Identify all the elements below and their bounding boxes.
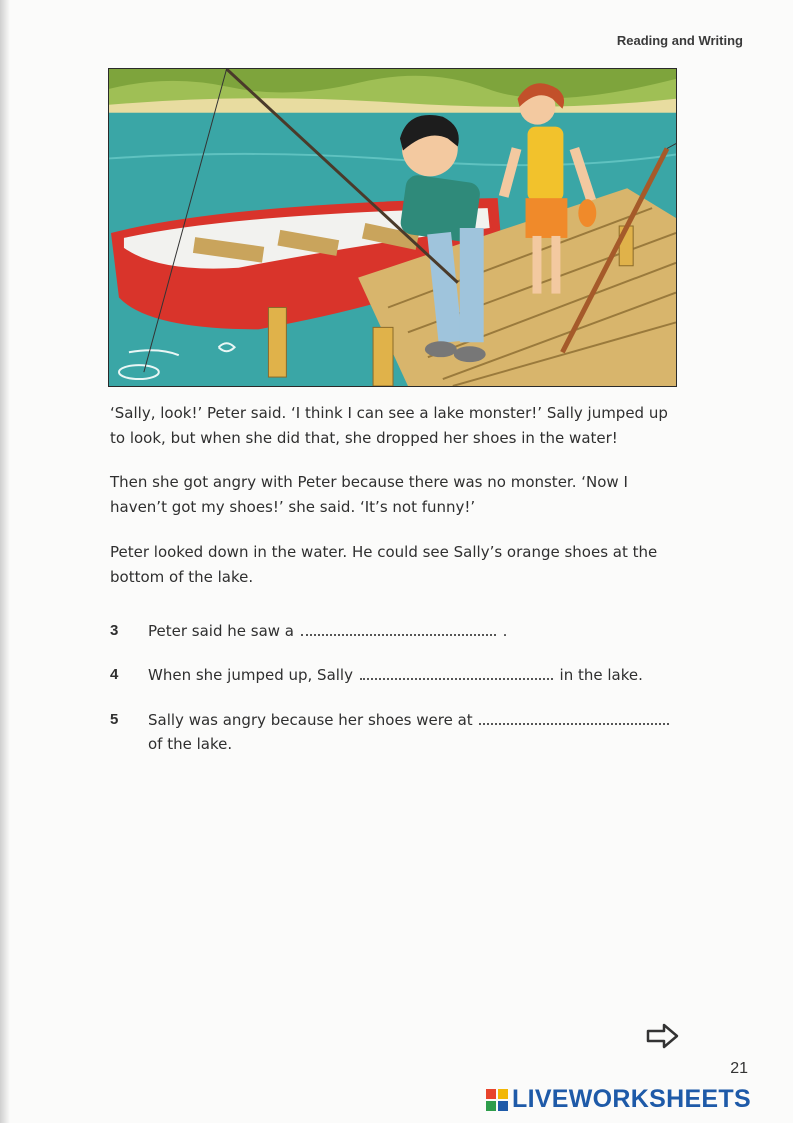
question-text-end: . [502, 622, 508, 640]
story-line: haven’t got my shoes!’ she said. ‘It’s not funny!’ [110, 498, 476, 516]
story-line: to look, but when she did that, she dropped her shoes in the water! [110, 429, 618, 447]
story-line: Then she got angry with Peter because there was no monster. ‘Now I [110, 473, 628, 491]
section-header: Reading and Writing [616, 33, 743, 48]
liveworksheets-mark-icon [486, 1089, 508, 1111]
story-illustration [108, 68, 677, 387]
question-number: 5 [110, 711, 119, 728]
page-edge-shadow [0, 0, 10, 1123]
next-page-arrow-icon[interactable] [646, 1023, 680, 1049]
question-number: 3 [110, 622, 119, 639]
question-text: Peter said he saw a [148, 622, 294, 640]
question-text-end: of the lake. [148, 735, 233, 753]
question-text: When she jumped up, Sally [148, 666, 353, 684]
page-number: 21 [730, 1060, 748, 1077]
liveworksheets-logo [486, 1085, 751, 1114]
story-line: bottom of the lake. [110, 568, 254, 586]
answer-blank-3[interactable] [301, 634, 496, 636]
lake-scene-image [109, 69, 676, 386]
story-paragraph-1 [110, 401, 690, 451]
story-line: ‘Sally, look!’ Peter said. ‘I think I can see a lake monster!’ Sally jumped up [110, 404, 668, 422]
story-paragraph-3 [110, 540, 690, 590]
story-line: Peter looked down in the water. He could see Sally’s orange shoes at the [110, 543, 658, 561]
liveworksheets-wordmark: LIVEWORKSHEETS [512, 1085, 751, 1113]
answer-blank-5[interactable] [479, 723, 669, 725]
question-text: Sally was angry because her shoes were at [148, 711, 473, 729]
question-text-end: in the lake. [559, 666, 643, 684]
question-5 [110, 708, 690, 758]
answer-blank-4[interactable] [360, 678, 553, 680]
question-number: 4 [110, 666, 119, 683]
story-paragraph-2 [110, 470, 690, 520]
